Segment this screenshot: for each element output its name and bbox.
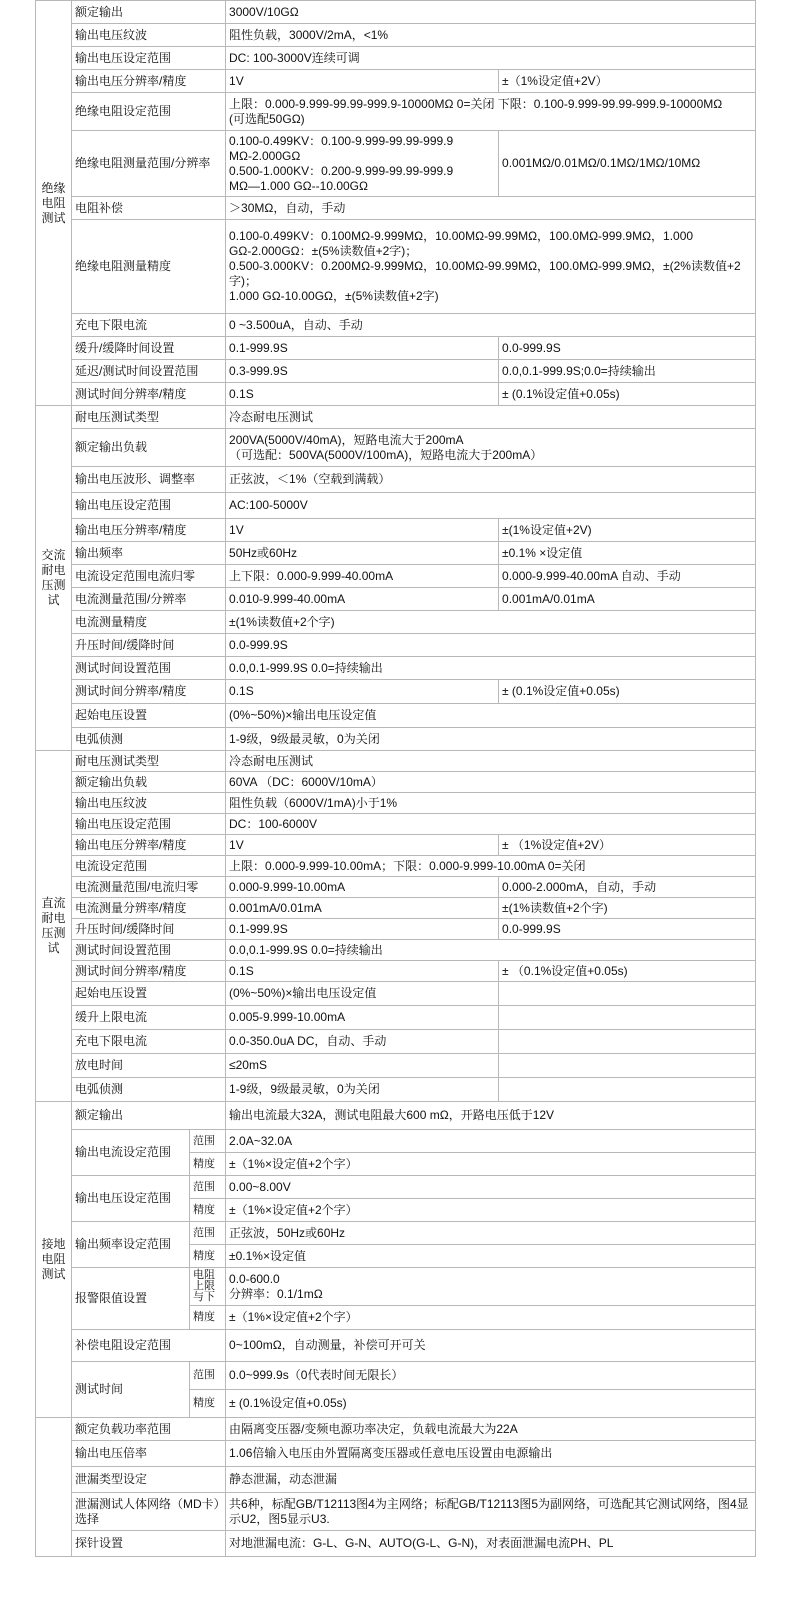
row-value: 1V [226,70,499,93]
row-value-blank [499,1006,756,1030]
row-label: 输出电压分辨率/精度 [72,835,226,856]
row-value-secondary: 0.000-2.000mA，自动，手动 [499,877,756,898]
sub-label: 精度 [190,1199,226,1222]
row-value-secondary: 0.000-9.999-40.00mA 自动、手动 [499,565,756,588]
row-label: 测试时间设置范围 [72,940,226,961]
row-value: (0%~50%)×输出电压设定值 [226,982,499,1006]
row-value-secondary: 0.001mA/0.01mA [499,588,756,611]
row-value: 0.100-0.499KV：0.100MΩ-9.999MΩ，10.00MΩ-99.99MΩ，100.0MΩ-999.9MΩ，1.000 GΩ-2.000GΩ：±(5%读数值+2字)； 0.500-3.000KV：0.200MΩ-9.999MΩ，10.00MΩ-99.99MΩ，100.0MΩ-999.9MΩ，±(2%读数值+2字)； 1.000 GΩ-10.00GΩ，±(5%读数值+2字) [226,220,756,314]
row-value: 0.3-999.9S [226,360,499,383]
row-label: 泄漏测试人体网络（MD卡）选择 [72,1493,226,1531]
row-value: 3000V/10GΩ [226,1,756,24]
sub-label: 电阻上限与下 [190,1268,226,1306]
sub-value: ±（1%×设定值+2个字） [226,1306,756,1330]
spec-sheet [35,0,755,1557]
row-value-secondary: 0.0-999.9S [499,919,756,940]
row-value: 上下限：0.000-9.999-40.00mA [226,565,499,588]
row-value: (0%~50%)×输出电压设定值 [226,704,756,728]
row-value-secondary: ±0.1% ×设定值 [499,542,756,565]
section-title-dc: 直流耐电压测试 [36,751,72,1102]
row-label: 额定输出 [72,1,226,24]
row-value: 冷态耐电压测试 [226,406,756,429]
row-value-secondary: ±(1%读数值+2个字) [499,898,756,919]
row-value: 0.1S [226,680,499,704]
row-value: 阻性负载（6000V/1mA)小于1% [226,793,756,814]
row-value: 1V [226,519,499,542]
section-title-leak [36,1418,72,1557]
row-label: 起始电压设置 [72,704,226,728]
section-title-insulation: 绝缘电阻测试 [36,1,72,406]
section-title-ground: 接地电阻测试 [36,1102,72,1418]
row-value: 阻性负载，3000V/2mA，<1% [226,24,756,47]
row-value: ≤20mS [226,1054,499,1078]
row-value: 0.100-0.499KV：0.100-9.999-99.99-999.9 MΩ-2.000GΩ 0.500-1.000KV：0.200-9.999-99.99-999.9 MΩ—1.000 GΩ--10.00GΩ [226,131,499,197]
row-label: 输出频率 [72,542,226,565]
row-label: 缓升上限电流 [72,1006,226,1030]
row-label: 测试时间设置范围 [72,657,226,680]
row-label: 输出电压倍率 [72,1441,226,1467]
row-value: 由隔离变压器/变频电源功率决定，负载电流最大为22A [226,1418,756,1441]
row-value: 0.1S [226,383,499,406]
sub-label: 范围 [190,1362,226,1390]
row-value: 0 ~3.500uA，自动、手动 [226,314,756,337]
sub-value: ± (0.1%设定值+0.05s) [226,1390,756,1418]
row-label: 耐电压测试类型 [72,406,226,429]
sub-label: 精度 [190,1245,226,1268]
row-value: 冷态耐电压测试 [226,751,756,772]
row-label: 电流测量精度 [72,611,226,634]
row-value: 上限：0.000-9.999-10.00mA；下限：0.000-9.999-10.00mA 0=关闭 [226,856,756,877]
row-label: 电流测量分辨率/精度 [72,898,226,919]
row-value: 0.005-9.999-10.00mA [226,1006,499,1030]
group-label: 输出电压设定范围 [72,1176,190,1222]
row-value: ±(1%读数值+2个字) [226,611,756,634]
row-value: 0.000-9.999-10.00mA [226,877,499,898]
sub-value: ±（1%×设定值+2个字） [226,1199,756,1222]
row-label: 升压时间/缓降时间 [72,919,226,940]
row-value-blank [499,1078,756,1102]
row-value: 上限：0.000-9.999-99.99-999.9-10000MΩ 0=关闭 下限：0.100-9.999-99.99-999.9-10000MΩ (可选配50GΩ) [226,93,756,131]
spec-table [35,0,756,1557]
row-label: 电弧侦测 [72,728,226,751]
row-label: 电阻补偿 [72,197,226,220]
row-label: 泄漏类型设定 [72,1467,226,1493]
sub-label: 范围 [190,1130,226,1153]
sub-label: 精度 [190,1306,226,1330]
sub-value: 0.00~8.00V [226,1176,756,1199]
sub-label: 精度 [190,1153,226,1176]
row-label: 升压时间/缓降时间 [72,634,226,657]
row-value: 1V [226,835,499,856]
row-value: 0~100mΩ，自动测量，补偿可开可关 [226,1330,756,1362]
row-value: 对地泄漏电流：G-L、G-N、AUTO(G-L、G-N)，对表面泄漏电流PH、PL [226,1531,756,1557]
row-value: 0.010-9.999-40.00mA [226,588,499,611]
row-label: 绝缘电阻测量精度 [72,220,226,314]
row-label: 输出电压纹波 [72,24,226,47]
row-label: 电流设定范围 [72,856,226,877]
row-label: 绝缘电阻测量范围/分辨率 [72,131,226,197]
section-title-ac: 交流耐电压测试 [36,406,72,751]
row-value: 0.0-350.0uA DC，自动、手动 [226,1030,499,1054]
row-value-secondary: ±(1%设定值+2V) [499,519,756,542]
row-label: 充电下限电流 [72,314,226,337]
row-value: 0.1-999.9S [226,337,499,360]
row-value: 0.0-999.9S [226,634,756,657]
sub-value: 0.0~999.9s（0代表时间无限长） [226,1362,756,1390]
row-value: 共6种，标配GB/T12113图4为主网络；标配GB/T12113图5为副网络，可选配其它测试网络，图4显示U2，图5显示U3. [226,1493,756,1531]
row-label: 输出电压波形、调整率 [72,467,226,493]
row-value: 静态泄漏，动态泄漏 [226,1467,756,1493]
row-value: 0.1S [226,961,499,982]
row-value: DC：100-6000V [226,814,756,835]
row-value: 1-9级，9级最灵敏，0为关闭 [226,1078,499,1102]
row-label: 探针设置 [72,1531,226,1557]
row-value-secondary: ± (0.1%设定值+0.05s) [499,680,756,704]
sub-value: 0.0-600.0 分辨率：0.1/1mΩ [226,1268,756,1306]
sub-value: 2.0A~32.0A [226,1130,756,1153]
row-label: 输出电压纹波 [72,793,226,814]
row-label: 起始电压设置 [72,982,226,1006]
row-label: 延迟/测试时间设置范围 [72,360,226,383]
sub-label: 精度 [190,1390,226,1418]
row-label: 电流测量范围/分辨率 [72,588,226,611]
row-label: 额定输出负载 [72,429,226,467]
row-value: 60VA （DC：6000V/10mA） [226,772,756,793]
row-value: 正弦波，＜1%（空载到满载） [226,467,756,493]
row-label: 输出电压设定范围 [72,493,226,519]
row-label: 补偿电阻设定范围 [72,1330,226,1362]
group-label: 测试时间 [72,1362,190,1418]
row-label: 额定输出 [72,1102,226,1130]
row-value: DC: 100-3000V连续可调 [226,47,756,70]
row-label: 缓升/缓降时间设置 [72,337,226,360]
sub-label: 范围 [190,1222,226,1245]
row-label: 输出电压分辨率/精度 [72,70,226,93]
row-value-secondary: 0.0,0.1-999.9S;0.0=持续输出 [499,360,756,383]
group-label: 输出频率设定范围 [72,1222,190,1268]
row-value-secondary: 0.0-999.9S [499,337,756,360]
row-value-secondary: ±（1%设定值+2V） [499,70,756,93]
row-label: 输出电压设定范围 [72,47,226,70]
row-label: 电流测量范围/电流归零 [72,877,226,898]
row-value-secondary: ± （1%设定值+2V） [499,835,756,856]
row-label: 测试时间分辨率/精度 [72,383,226,406]
row-value-blank [499,1030,756,1054]
row-value: 200VA(5000V/40mA)，短路电流大于200mA （可选配：500VA(5000V/100mA)，短路电流大于200mA） [226,429,756,467]
row-label: 电弧侦测 [72,1078,226,1102]
row-label: 额定负载功率范围 [72,1418,226,1441]
row-label: 测试时间分辨率/精度 [72,680,226,704]
row-value-secondary: 0.001MΩ/0.01MΩ/0.1MΩ/1MΩ/10MΩ [499,131,756,197]
row-label: 绝缘电阻设定范围 [72,93,226,131]
row-value-blank [499,1054,756,1078]
row-label: 输出电压分辨率/精度 [72,519,226,542]
row-value-blank [499,982,756,1006]
sub-label: 范围 [190,1176,226,1199]
row-label: 电流设定范围电流归零 [72,565,226,588]
row-value: 0.001mA/0.01mA [226,898,499,919]
row-value: 0.0,0.1-999.9S 0.0=持续输出 [226,940,756,961]
row-value: 输出电流最大32A，测试电阻最大600 mΩ，开路电压低于12V [226,1102,756,1130]
row-label: 输出电压设定范围 [72,814,226,835]
row-value-secondary: ± (0.1%设定值+0.05s) [499,383,756,406]
row-value: 0.0,0.1-999.9S 0.0=持续输出 [226,657,756,680]
row-value: ＞30MΩ，自动，手动 [226,197,756,220]
row-value: AC:100-5000V [226,493,756,519]
group-label: 报警限值设置 [72,1268,190,1330]
row-label: 充电下限电流 [72,1030,226,1054]
group-label: 输出电流设定范围 [72,1130,190,1176]
row-label: 额定输出负载 [72,772,226,793]
row-value: 0.1-999.9S [226,919,499,940]
sub-value: ±0.1%×设定值 [226,1245,756,1268]
row-label: 耐电压测试类型 [72,751,226,772]
row-value-secondary: ± （0.1%设定值+0.05s) [499,961,756,982]
sub-value: 正弦波，50Hz或60Hz [226,1222,756,1245]
row-label: 测试时间分辨率/精度 [72,961,226,982]
sub-value: ±（1%×设定值+2个字） [226,1153,756,1176]
row-value: 1-9级，9级最灵敏，0为关闭 [226,728,756,751]
row-label: 放电时间 [72,1054,226,1078]
row-value: 1.06倍输入电压由外置隔离变压器或任意电压设置由电源输出 [226,1441,756,1467]
row-value: 50Hz或60Hz [226,542,499,565]
